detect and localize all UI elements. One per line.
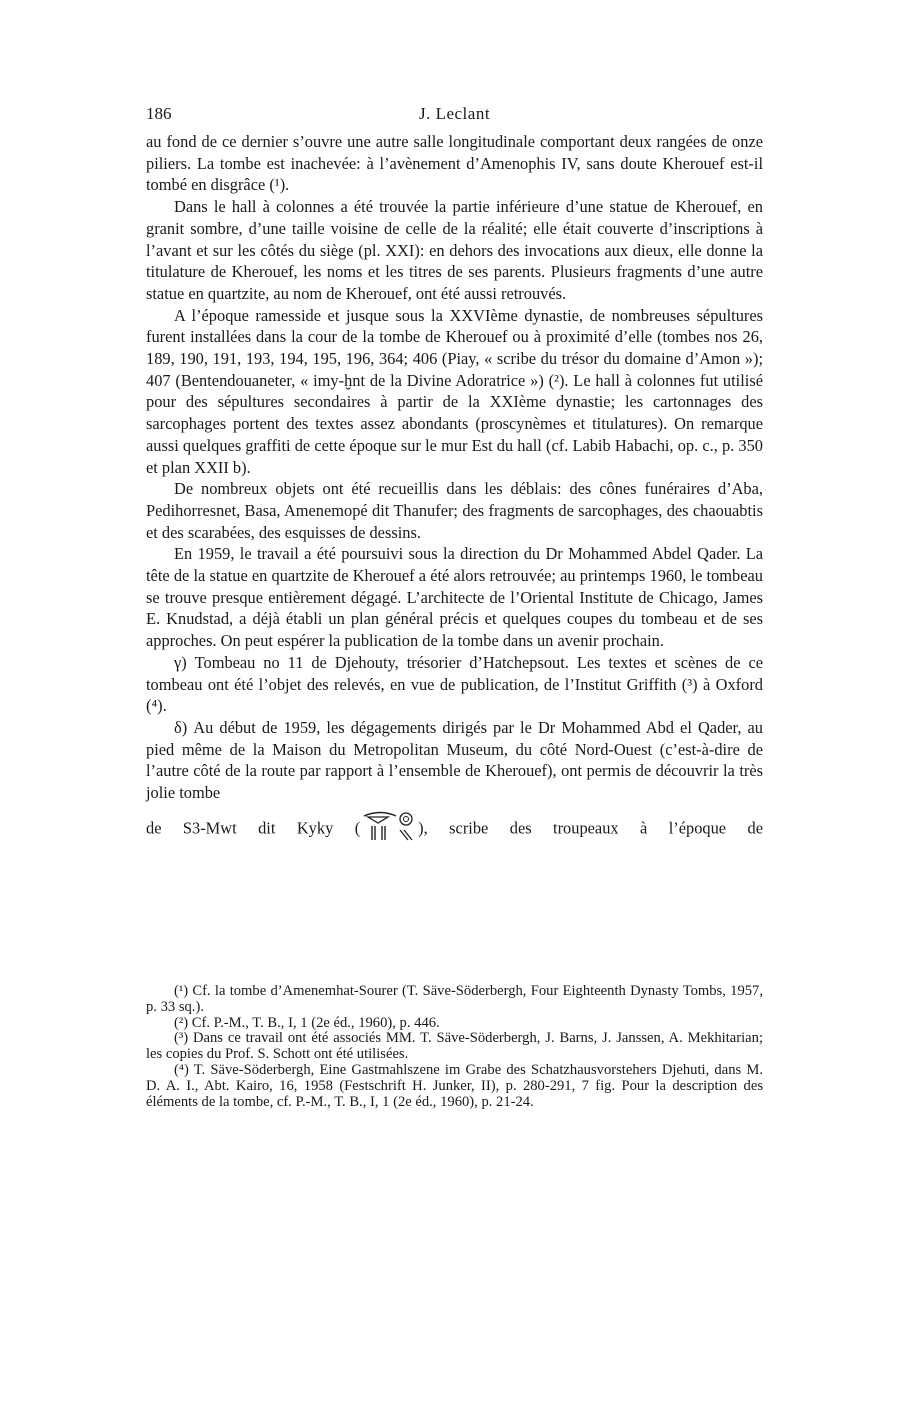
- paragraph: A l’époque ramesside et jusque sous la XXVIème dynastie, de nombreuses sépultures furent installées dans la cour de la tombe de Kherouef ou à proximité d’elle (tombes nos 26, 189, 190, 191, 193, 194, 195, 196, 364; 406 (Piay, « scribe du trésor du domaine d’Amon »); 407 (Bentendouaneter, « imy-ḫnt de la Divine Adoratrice ») (²). Le hall à colonnes fut utilisé pour des sépultures secondaires à partir de la XXIème dynastie; les cartonnages des sarcophages portent des textes assez abondants (proscynèmes et titulatures). On remarque aussi quelques graffiti de cette époque sur le mur Est du hall (cf. Labib Habachi, op. c., p. 350 et plan XXII b).: [146, 305, 763, 477]
- footnote: (¹) Cf. la tombe d’Amenemhat-Sourer (T. Säve-Söderbergh, Four Eighteenth Dynasty Tombs, 1957, p. 33 sq.).: [146, 983, 763, 1015]
- paragraph: γ) Tombeau no 11 de Djehouty, trésorier d’Hatchepsout. Les textes et scènes de ce tombeau ont été l’objet des relevés, en vue de publication, de l’Institut Griffith (³) à Oxford (⁴).: [146, 652, 763, 716]
- paragraph: En 1959, le travail a été poursuivi sous la direction du Dr Mohammed Abdel Qader. La tête de la statue en quartzite de Kherouef a été alors retrouvée; au printemps 1960, le tombeau se trouve presque entièrement dégagé. L’architecte de l’Oriental Institute de Chicago, James E. Knudstad, a déjà établi un plan général précis et quelques coupes du tombeau et de ses approches. On peut espérer la publication de la tombe dans un avenir prochain.: [146, 544, 763, 651]
- paragraph-fragment: de S3-Mwt dit Kyky (: [146, 818, 361, 838]
- footnote: (³) Dans ce travail ont été associés MM. T. Säve-Söderbergh, J. Barns, J. Janssen, A. Mekhitarian; les copies du Prof. S. Schott ont été utilisées.: [146, 1030, 763, 1063]
- footnote: (²) Cf. P.-M., T. B., I, 1 (2e éd., 1960), p. 446.: [174, 1014, 440, 1031]
- running-head: J. Leclant: [418, 104, 491, 123]
- paragraph-fragment: ), scribe des troupeaux à l’époque de: [418, 818, 763, 838]
- paragraph: Dans le hall à colonnes a été trouvée la partie inférieure d’une statue de Kherouef, en granit sombre, d’une taille voisine de celle de la réalité; elle était couverte d’inscriptions à l’avant et sur les côtés du siège (pl. XXI): en dehors des invocations aux dieux, elle donne la titulature de Kherouef, les noms et les titres de ses parents. Plusieurs fragments d’une autre statue en quartzite, au nom de Kherouef, ont été aussi retrouvés.: [146, 197, 763, 303]
- body-text: [146, 131, 763, 850]
- paragraph-line-with-hieroglyphs: [146, 810, 763, 850]
- footnote: (⁴) T. Säve-Söderbergh, Eine Gastmahlszene im Grabe des Schatzhausvorstehers Djehuti, dans M. D. A. I., Abt. Kairo, 16, 1958 (Festschrift H. Junker, II), p. 280-291, 7 fig. Pour la description des éléments de la tombe, cf. P.-M., T. B., I, 1 (2e éd., 1960), p. 21-24.: [146, 1061, 763, 1110]
- page-number: 186: [146, 104, 172, 123]
- hieroglyph-cartouche-icon: [360, 810, 418, 850]
- footnotes: [146, 984, 763, 1110]
- paragraph: De nombreux objets ont été recueillis dans les déblais: des cônes funéraires d’Aba, Pedihorresnet, Basa, Amenemopé dit Thanufer; des fragments de sarcophages, des chaouabtis et des scarabées, des esquisses de dessins.: [146, 479, 763, 542]
- paragraph: δ) Au début de 1959, les dégagements dirigés par le Dr Mohammed Abd el Qader, au pied même de la Maison du Metropolitan Museum, du côté Nord-Ouest (c’est-à-dire de l’autre côté de la route par rapport à l’ensemble de Kherouef), ont permis de découvrir la très jolie tombe: [146, 717, 763, 803]
- paragraph: au fond de ce dernier s’ouvre une autre salle longitudinale comportant deux rangées de onze piliers. La tombe est inachevée: à l’avènement d’Amenophis IV, sans doute Kherouef est-il tombé en disgrâce (¹).: [146, 132, 763, 195]
- page-header: [146, 104, 763, 130]
